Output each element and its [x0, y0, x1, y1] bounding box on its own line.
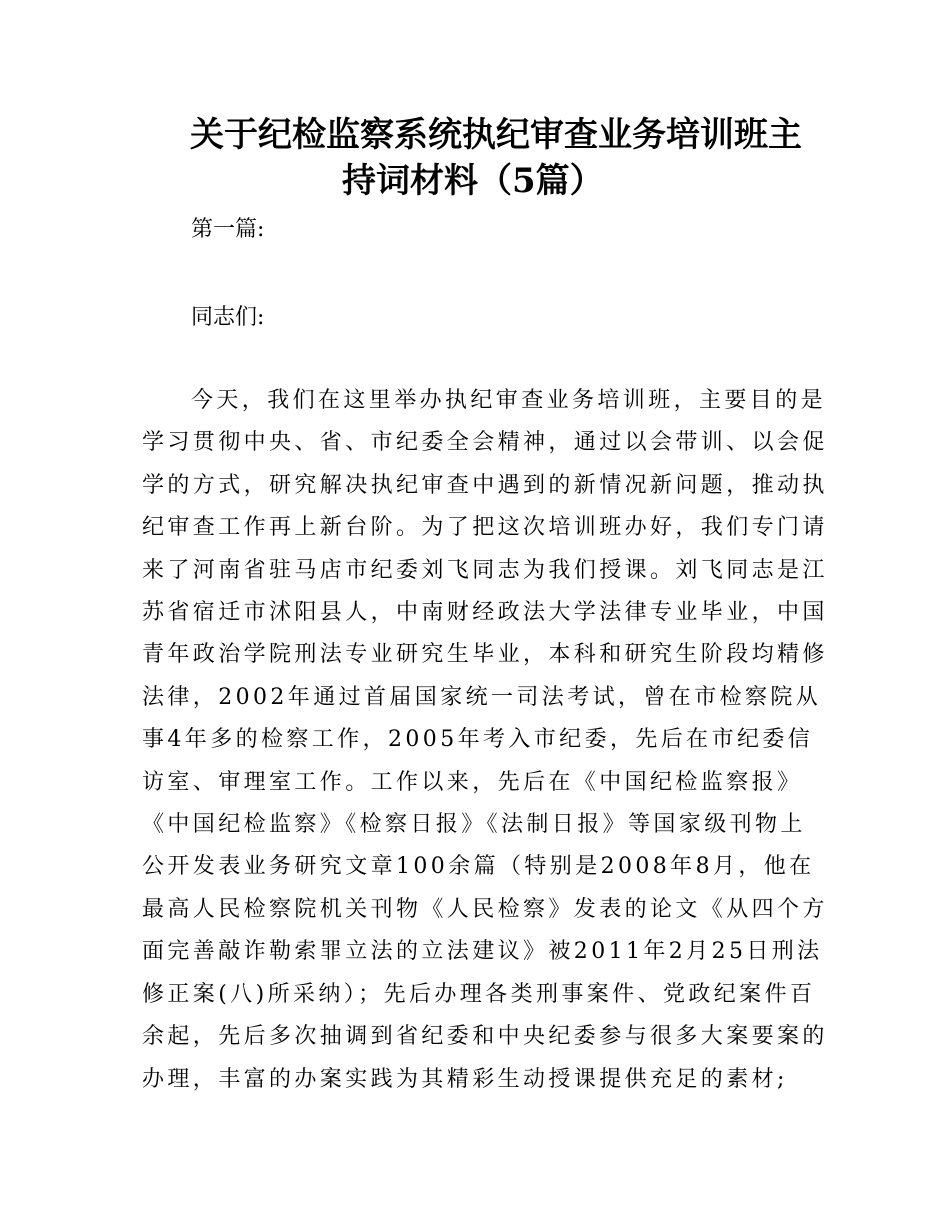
body-line: 苏省宿迁市沭阳县人，中南财经政法大学法律专业毕业，中国 [142, 600, 828, 626]
body-line: 办理，丰富的办案实践为其精彩生动授课提供充足的素材; [142, 1066, 788, 1092]
body-line: 访室、审理室工作。工作以来，先后在《中国纪检监察报》 [142, 769, 803, 795]
body-line: 修正案(八)所采纳）；先后办理各类刑事案件、党政纪案件百 [142, 981, 816, 1007]
body-line: 学习贯彻中央、省、市纪委全会精神，通过以会带训、以会促 [142, 430, 828, 456]
body-line: 今天，我们在这里举办执纪审查业务培训班，主要目的是 [191, 388, 827, 413]
body-paragraph [142, 380, 828, 1101]
title-line-1: 关于纪检监察系统执纪审查业务培训班主 [190, 115, 802, 155]
body-line: 事4年多的检察工作，2005年考入市纪委，先后在市纪委信 [142, 727, 814, 753]
body-line: 学的方式，研究解决执纪审查中遇到的新情况新问题，推动执 [142, 472, 828, 498]
body-line: 余起，先后多次抽调到省纪委和中央纪委参与很多大案要案的 [142, 1024, 828, 1050]
section-label: 第一篇: [191, 217, 265, 242]
body-line: 青年政治学院刑法专业研究生毕业，本科和研究生阶段均精修 [142, 642, 828, 668]
body-line: 公开发表业务研究文章100余篇（特别是2008年8月，他在 [142, 854, 815, 880]
body-line: 法律，2002年通过首届国家统一司法考试，曾在市检察院从 [142, 684, 822, 710]
document-title [190, 112, 830, 204]
title-line-2: 持词材料（5篇） [342, 161, 604, 201]
body-line: 《中国纪检监察》《检察日报》《法制日报》等国家级刊物上 [142, 812, 806, 838]
body-line: 面完善敲诈勒索罪立法的立法建议》被2011年2月25日刑法 [142, 939, 823, 965]
salutation: 同志们: [191, 305, 265, 330]
body-line: 来了河南省驻马店市纪委刘飞同志为我们授课。刘飞同志是江 [142, 557, 828, 583]
body-line: 最高人民检察院机关刊物《人民检察》发表的论文《从四个方 [142, 896, 828, 922]
body-line: 纪审查工作再上新台阶。为了把这次培训班办好，我们专门请 [142, 515, 828, 541]
